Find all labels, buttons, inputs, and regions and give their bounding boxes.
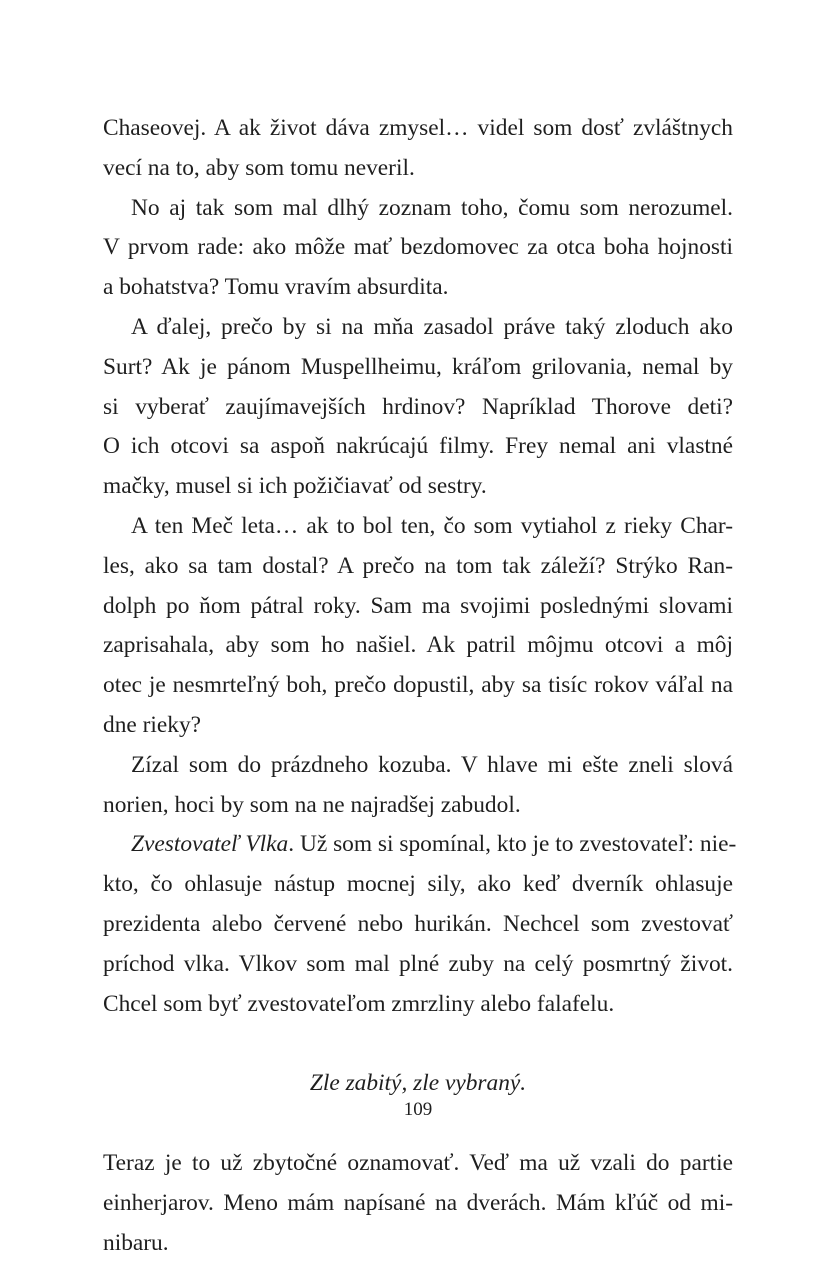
paragraph-1 [103,109,733,189]
text-line: Chcel som byť zvestovateľom zmrzliny alebo falafelu. [103,990,615,1017]
text-run: . Už som si spomínal, kto je to zvestovateľ: nie- [288,831,737,858]
text-line: V prvom rade: ako môže mať bezdomovec za otca boha hojnosti [103,234,733,261]
book-page-text [103,109,737,1264]
section-spacer [103,1024,733,1064]
text-line: vecí na to, aby som tomu neveril. [103,154,415,181]
text-line: Teraz je to už zbytočné oznamovať. Veď ma už vzali do partie [103,1150,733,1177]
text-line: norien, hoci by som na ne najradšej zabudol. [103,791,521,818]
paragraph-2 [103,189,733,308]
text-line: nibaru. [103,1229,169,1256]
paragraph-3 [103,308,733,507]
text-line: a bohatstva? Tomu vravím absurdita. [103,274,449,301]
text-line: les, ako sa tam dostal? A prečo na tom tak záleží? Strýko Ran- [103,552,733,579]
text-line: Chaseovej. A ak život dáva zmysel… videl som dosť zvláštnych [103,115,733,141]
text-line [103,825,737,865]
text-line: A ďalej, prečo by si na mňa zasadol práve taký zloduch ako [131,313,733,340]
text-line: si vyberať zaujímavejších hrdinov? Napríklad Thorove deti? [103,393,733,420]
text-line: mačky, musel si ich požičiavať od sestry. [103,473,487,500]
text-line: kto, čo ohlasuje nástup mocnej sily, ako keď dverník ohlasuje [103,871,733,898]
text-line: otec je nesmrteľný boh, prečo dopustil, aby sa tisíc rokov váľal na [103,672,733,699]
text-line: prezidenta alebo červené nebo hurikán. Nechcel som zvestovať [103,910,733,937]
text-line: Zízal som do prázdneho kozuba. V hlave mi ešte zneli slová [131,751,733,778]
text-line: príchod vlka. Vlkov som mal plné zuby na celý posmrtný život. [103,950,733,977]
emphasized-term: Zvestovateľ Vlka [131,831,289,858]
text-line: A ten Meč leta… ak to bol ten, čo som vytiahol z rieky Char- [131,512,733,539]
text-line: zaprisahala, aby som ho našiel. Ak patril môjmu otcovi a môj [103,632,733,659]
paragraph-4 [103,507,733,746]
text-line: einherjarov. Meno mám napísané na dverách. Mám kľúč od mi- [103,1189,733,1216]
page-number: 109 [403,1099,433,1120]
paragraph-6 [103,825,737,1024]
paragraph-5 [103,746,733,826]
text-line: No aj tak som mal dlhý zoznam toho, čomu som nerozumel. [131,194,733,221]
paragraph-7 [103,1144,733,1263]
text-line: Surt? Ak je pánom Muspellheimu, kráľom grilovania, nemal by [103,353,733,380]
text-line: dne rieky? [103,711,202,738]
text-line: dolph po ňom pátral roky. Sam ma svojimi poslednými slovami [103,592,733,619]
italic-verse-line: Zle zabitý, zle vybraný. [309,1070,527,1097]
text-line: O ich otcovi sa aspoň nakrúcajú filmy. Frey nemal ani vlastné [103,433,733,460]
